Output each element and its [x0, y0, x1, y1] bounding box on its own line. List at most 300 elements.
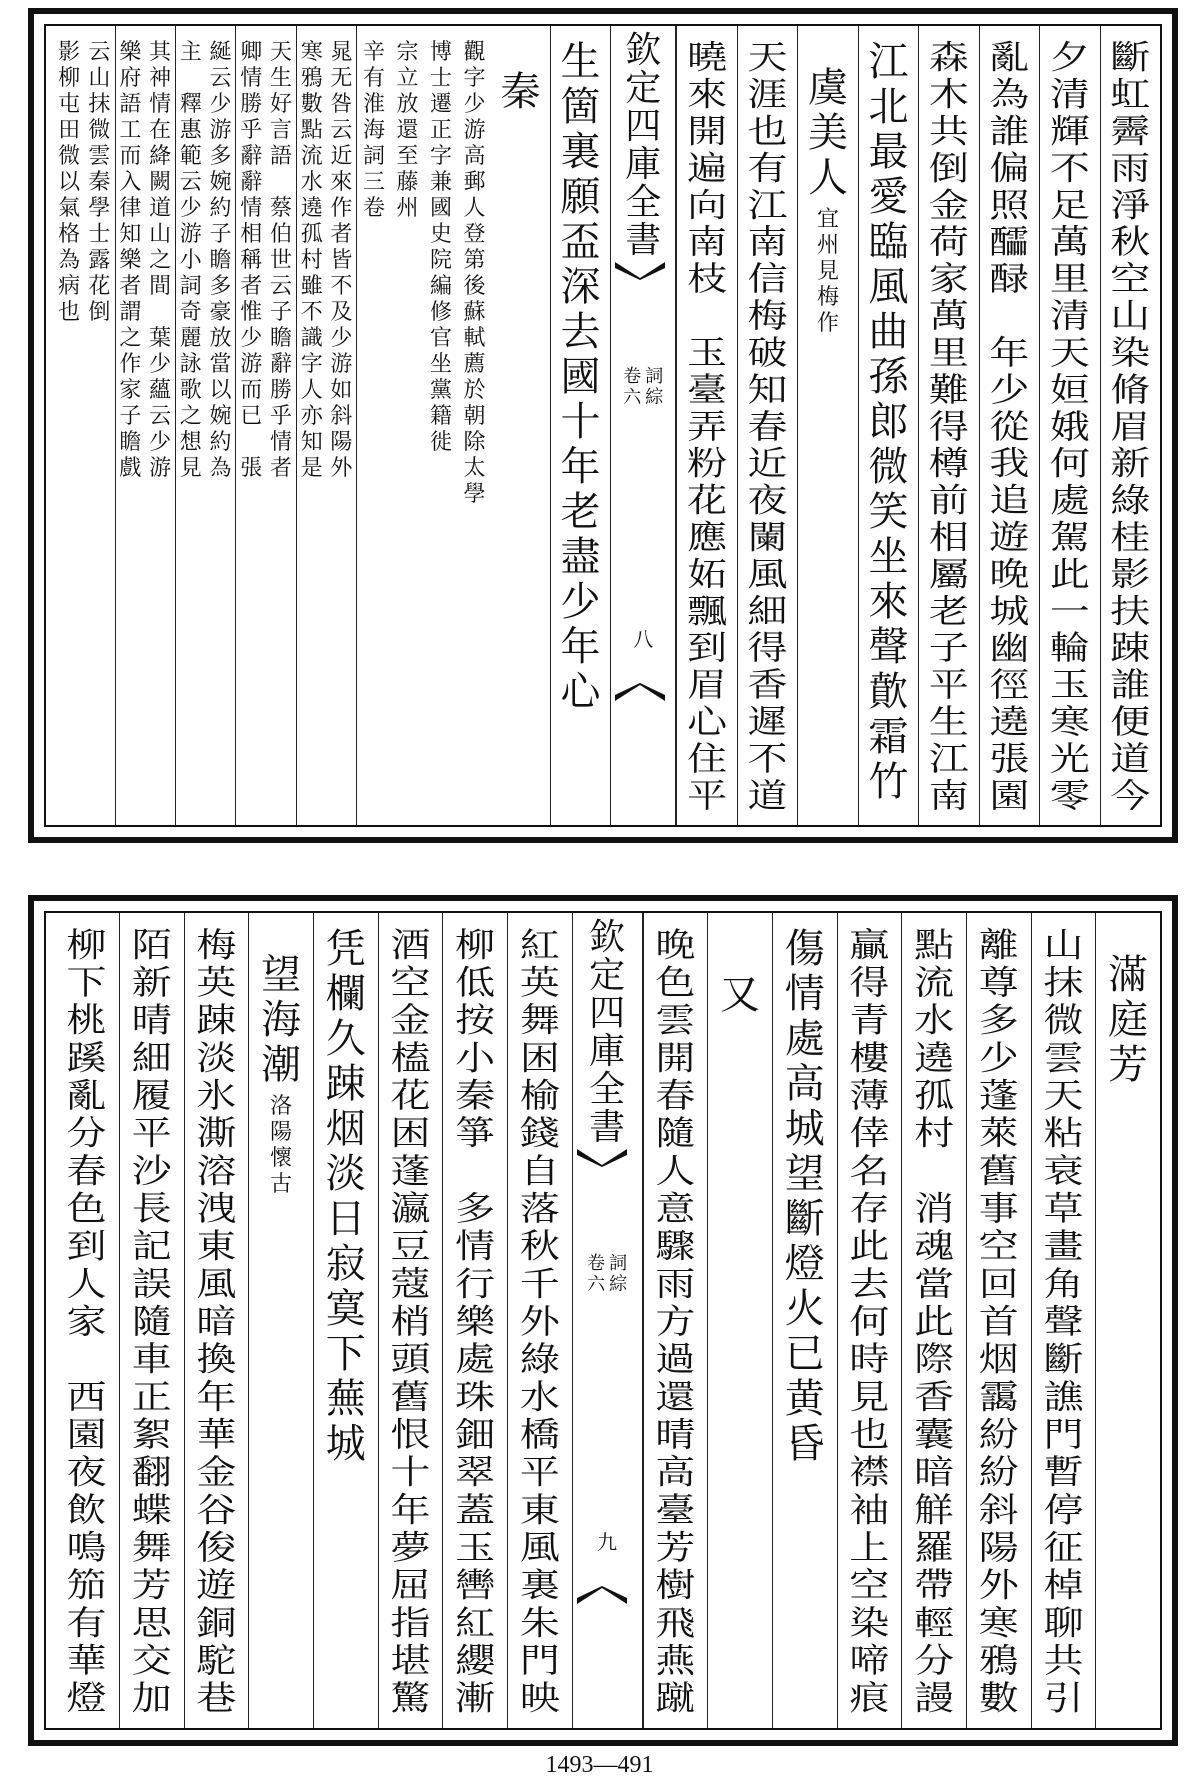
char: 數 — [978, 1679, 1019, 1718]
note-char: 鴉 — [300, 66, 323, 91]
note-char: 為 — [209, 456, 232, 481]
title-char: 潮 — [261, 1042, 302, 1088]
char: 聲 — [1043, 1302, 1084, 1342]
char: 扶 — [1110, 592, 1151, 631]
char: 駝 — [196, 1641, 237, 1681]
note-char: 而 — [240, 378, 263, 403]
char: 醽 — [989, 223, 1030, 262]
note-char: 如 — [330, 378, 353, 403]
note-char: 語 — [269, 144, 292, 169]
note-char: 流 — [300, 144, 323, 169]
char: 破 — [747, 334, 788, 373]
note-char: 朝 — [463, 404, 486, 429]
column-line — [236, 40, 295, 482]
char: 年 — [989, 334, 1030, 373]
char: 曲 — [868, 309, 909, 355]
note-char: 村 — [300, 248, 323, 273]
note-char: 遶 — [300, 196, 323, 221]
char: 年 — [390, 1491, 431, 1530]
char: 東 — [519, 1491, 560, 1530]
char: 來 — [868, 579, 909, 625]
note-char: 律 — [119, 196, 142, 221]
note-char: 淮 — [363, 92, 386, 117]
char: 染 — [849, 1604, 890, 1643]
note-char: 歌 — [179, 378, 202, 403]
char: 也 — [849, 1415, 890, 1455]
note-char: 屯 — [58, 92, 81, 117]
volume-info — [611, 366, 675, 408]
fish-tail-mark — [615, 262, 665, 280]
char: 外 — [519, 1302, 560, 1342]
char: 金 — [928, 186, 969, 225]
char: 臺 — [687, 371, 728, 410]
char: 沙 — [131, 1152, 172, 1191]
note-line — [176, 40, 206, 482]
char: 城 — [989, 592, 1030, 631]
char: 飲 — [66, 1491, 107, 1530]
char: 森 — [928, 39, 969, 77]
title-note — [817, 207, 839, 337]
char: 夕 — [1049, 39, 1090, 77]
char: 得 — [747, 629, 788, 668]
char: 臨 — [868, 219, 909, 265]
note-char: 子 — [209, 222, 232, 247]
char: 溶 — [196, 1152, 237, 1191]
char: 蓬 — [978, 1076, 1019, 1116]
char: 正 — [131, 1378, 172, 1417]
char: 箇 — [560, 84, 601, 130]
char: 雲 — [655, 1001, 696, 1040]
char: 最 — [868, 129, 909, 175]
char: 觧 — [914, 1491, 955, 1530]
char: 換 — [196, 1340, 237, 1379]
note-char: 者 — [119, 274, 142, 299]
char: 魂 — [914, 1227, 955, 1266]
text-column — [550, 26, 610, 825]
char: 妬 — [687, 555, 728, 594]
char: 鳴 — [66, 1528, 107, 1568]
note-char: 少 — [240, 326, 263, 351]
char: 柳 — [66, 926, 107, 965]
note-char: 高 — [463, 144, 486, 169]
char: 秦 — [455, 1076, 496, 1116]
note-char: 云 — [88, 40, 111, 65]
note-char: 游 — [240, 352, 263, 377]
note-char: 洛 — [270, 1094, 293, 1119]
char: 平 — [928, 666, 969, 705]
char: 南 — [928, 777, 969, 815]
char: 得 — [849, 963, 890, 1003]
text-column — [184, 913, 249, 1728]
char: 新 — [1110, 445, 1151, 483]
title-char: 滿 — [1108, 952, 1149, 998]
note-char: 數 — [300, 92, 323, 117]
char: 分 — [914, 1641, 955, 1681]
text-column — [235, 26, 295, 825]
char: 遲 — [747, 703, 788, 742]
note-char: 黨 — [430, 378, 453, 403]
char: 上 — [849, 1528, 890, 1568]
char: 寞 — [325, 1286, 366, 1332]
char: 蕪 — [325, 1376, 366, 1422]
char: 裏 — [519, 1566, 560, 1605]
note-char: 至 — [396, 144, 419, 169]
char: 過 — [655, 1340, 696, 1379]
note-char: 登 — [463, 222, 486, 247]
char: 蹴 — [655, 1679, 696, 1718]
meta-char: 卷 — [623, 366, 642, 387]
note-char: 為 — [58, 248, 81, 273]
char: 名 — [849, 1152, 890, 1191]
char: 來 — [687, 76, 728, 114]
note-char: 勝 — [269, 378, 292, 403]
note-char: 子 — [269, 300, 292, 325]
char: 少 — [560, 579, 601, 625]
title-char: 芳 — [1108, 1042, 1149, 1088]
title-char: 虞 — [808, 65, 848, 111]
bottom-page-columns — [46, 913, 1160, 1728]
note-char: 後 — [463, 274, 486, 299]
char: 子 — [928, 629, 969, 668]
char: 錢 — [519, 1114, 560, 1153]
column-line — [551, 40, 610, 715]
char: 醁 — [989, 260, 1030, 299]
note-char: 者 — [240, 274, 263, 299]
note-char: 徙 — [430, 430, 453, 455]
volume-number — [587, 1253, 605, 1295]
note-char: 勝 — [240, 92, 263, 117]
top-page-frame — [44, 24, 1162, 827]
char: 荷 — [928, 223, 969, 262]
note-char: 樂 — [119, 248, 142, 273]
column-line — [708, 973, 772, 1018]
note-line — [297, 40, 327, 482]
char: 誰 — [989, 112, 1030, 151]
note-line — [458, 40, 491, 508]
note-char: 張 — [240, 456, 263, 481]
char: 紛 — [978, 1415, 1019, 1455]
char: 裏 — [560, 129, 601, 175]
text-column — [442, 913, 507, 1728]
char: 高 — [655, 1453, 696, 1492]
char: 寒 — [1049, 703, 1090, 742]
char: 風 — [868, 264, 909, 310]
char: 紅 — [519, 926, 560, 965]
char: 難 — [928, 371, 969, 410]
char: 淨 — [1110, 186, 1151, 225]
note-char: 秦 — [88, 170, 111, 195]
note-char: 氣 — [58, 196, 81, 221]
note-char: 陽 — [330, 430, 353, 455]
note-char: 之 — [179, 404, 202, 429]
char: 還 — [655, 1378, 696, 1417]
char — [677, 298, 736, 335]
char: 燈 — [784, 1241, 825, 1287]
note-char: 之 — [119, 326, 142, 351]
char: 引 — [1043, 1679, 1084, 1718]
char: 贏 — [849, 926, 890, 965]
char: 夢 — [390, 1528, 431, 1568]
char: 處 — [455, 1340, 496, 1379]
char: 已 — [784, 1331, 825, 1377]
column-line — [798, 66, 857, 337]
column-line — [508, 927, 572, 1718]
char: 十 — [560, 399, 601, 445]
char: 城 — [325, 1421, 366, 1467]
note-char: 微 — [58, 144, 81, 169]
note-char — [180, 66, 202, 92]
char: 亂 — [989, 39, 1030, 77]
column-line — [919, 40, 978, 815]
note-char: 其 — [149, 40, 172, 65]
char: 生 — [928, 703, 969, 742]
char: 城 — [784, 1106, 825, 1152]
char: 到 — [687, 629, 728, 668]
note-char: 游 — [179, 222, 202, 247]
char: 照 — [989, 186, 1030, 225]
char: 金 — [196, 1453, 237, 1492]
text-column — [248, 913, 313, 1728]
text-column — [175, 26, 235, 825]
char: 色 — [655, 963, 696, 1003]
note-char: 點 — [300, 118, 323, 143]
char: 園 — [66, 1415, 107, 1455]
note-char: 海 — [363, 118, 386, 143]
char: 亂 — [66, 1076, 107, 1116]
char: 處 — [784, 1016, 825, 1062]
top-page-columns — [46, 26, 1160, 825]
char: 年 — [560, 624, 601, 670]
char: 梅 — [747, 297, 788, 336]
note-char: 子 — [119, 404, 142, 429]
note-char: 懷 — [270, 1146, 293, 1171]
title-char: 書 — [625, 220, 662, 261]
note-char: 云 — [149, 404, 172, 429]
char: 心 — [560, 669, 601, 715]
char: 徑 — [989, 666, 1030, 705]
note-char: 坐 — [430, 352, 453, 377]
char: 知 — [747, 371, 788, 410]
char: 遶 — [914, 1039, 955, 1078]
char: 踈 — [196, 1001, 237, 1040]
char: 秋 — [519, 1227, 560, 1266]
note-char: 云 — [330, 118, 353, 143]
char: 回 — [978, 1265, 1019, 1304]
char: 傷 — [784, 926, 825, 972]
char: 斷 — [1043, 1340, 1084, 1379]
char: 遊 — [989, 518, 1030, 557]
char: 香 — [914, 1378, 955, 1417]
char: 遍 — [687, 149, 728, 188]
note-char: 少 — [463, 92, 486, 117]
char: 老 — [928, 592, 969, 631]
char: 際 — [914, 1340, 955, 1379]
note-char: 想 — [179, 430, 202, 455]
text-column — [643, 913, 708, 1728]
char: 風 — [196, 1265, 237, 1304]
char: 願 — [560, 174, 601, 220]
note-char: 詞 — [179, 274, 202, 299]
char: 飛 — [655, 1604, 696, 1643]
char: 蓬 — [390, 1152, 431, 1191]
char: 向 — [687, 186, 728, 225]
char: 園 — [989, 777, 1030, 815]
char: 春 — [66, 1152, 107, 1191]
text-column — [54, 913, 119, 1728]
note-char: 院 — [430, 248, 453, 273]
note-line — [54, 40, 84, 326]
char: 瀛 — [390, 1189, 431, 1229]
char: 紛 — [978, 1453, 1019, 1492]
char: 斜 — [978, 1491, 1019, 1530]
note-char: 綖 — [209, 40, 232, 65]
char: 誰 — [1110, 666, 1151, 705]
note-char: 及 — [330, 300, 353, 325]
char: 幽 — [989, 629, 1030, 668]
text-column — [1095, 913, 1160, 1728]
fish-tail-mark — [577, 1149, 627, 1167]
note-char: 少 — [209, 92, 232, 117]
note-char: 瞻 — [209, 248, 232, 273]
note-char: 游 — [209, 118, 232, 143]
page-footer-number: 1493—491 — [545, 1752, 654, 1778]
note-char: 工 — [119, 118, 142, 143]
title-char: 庫 — [625, 144, 662, 185]
char: 抹 — [1043, 963, 1084, 1003]
note-char: 近 — [330, 144, 353, 169]
char: 舞 — [131, 1528, 172, 1568]
char: 下 — [66, 963, 107, 1003]
note-char: 字 — [430, 144, 453, 169]
fish-tail-mark — [615, 683, 665, 701]
char: 驟 — [655, 1227, 696, 1266]
center-column — [610, 26, 676, 825]
note-char: 神 — [149, 66, 172, 91]
char: 共 — [928, 112, 969, 151]
char: 夜 — [66, 1453, 107, 1492]
char: 天 — [1043, 1076, 1084, 1116]
note-char: 蘇 — [463, 300, 486, 325]
char: 衰 — [1043, 1152, 1084, 1191]
title-char: 欽 — [625, 30, 662, 71]
char: 袖 — [849, 1491, 890, 1530]
char: 堪 — [390, 1641, 431, 1681]
note-char: 人 — [463, 196, 486, 221]
note-char: 古 — [270, 1172, 293, 1197]
char: 蓋 — [455, 1491, 496, 1530]
column-line — [1040, 40, 1099, 815]
column-line — [773, 927, 837, 1467]
char: 隨 — [131, 1302, 172, 1342]
note-char: 之 — [149, 248, 172, 273]
title-char: 定 — [589, 955, 626, 996]
title-char: 又 — [720, 972, 761, 1018]
char: 屬 — [928, 555, 969, 594]
char: 空 — [390, 963, 431, 1003]
text-column — [979, 26, 1039, 825]
note-char: 州 — [817, 233, 840, 258]
note-pair — [236, 40, 295, 482]
char: 何 — [849, 1302, 890, 1342]
char: 門 — [519, 1641, 560, 1681]
char: 信 — [747, 260, 788, 299]
char: 箏 — [455, 1114, 496, 1153]
column-line — [1101, 40, 1160, 815]
char: 粉 — [687, 445, 728, 483]
text-column — [966, 913, 1031, 1728]
char: 樂 — [455, 1302, 496, 1342]
note-char: 乎 — [269, 404, 292, 429]
note-char: 放 — [396, 92, 419, 117]
note-char: 立 — [396, 66, 419, 91]
note-char: 婉 — [209, 404, 232, 429]
char: 淡 — [196, 1039, 237, 1078]
char: 萊 — [978, 1114, 1019, 1153]
note-char: 寒 — [300, 40, 323, 65]
char: 山 — [1043, 926, 1084, 965]
note-char: 主 — [179, 40, 202, 65]
char: 銅 — [196, 1604, 237, 1643]
char: 落 — [519, 1189, 560, 1229]
note-char: 卷 — [363, 196, 386, 221]
char: 家 — [66, 1302, 107, 1342]
note-char: 編 — [430, 274, 453, 299]
note-line — [236, 40, 266, 482]
title-char: 庫 — [589, 1031, 626, 1072]
note-char: 士 — [88, 222, 111, 247]
column-line — [838, 927, 902, 1718]
note-char: 薦 — [463, 352, 486, 377]
char: 畫 — [1043, 1227, 1084, 1266]
note-char: 作 — [330, 196, 353, 221]
note-char: 語 — [119, 92, 142, 117]
char: 夜 — [747, 482, 788, 520]
note-char: 田 — [58, 118, 81, 143]
note-char: 柳 — [58, 66, 81, 91]
char: 俊 — [196, 1528, 237, 1568]
note-char: 乎 — [240, 118, 263, 143]
char: 盡 — [560, 534, 601, 580]
note-char: 作 — [817, 311, 840, 336]
char: 娥 — [1049, 408, 1090, 446]
note-char: 遷 — [430, 92, 453, 117]
char: 存 — [849, 1189, 890, 1229]
char: 陽 — [978, 1528, 1019, 1568]
char: 絮 — [131, 1415, 172, 1455]
note-char: 外 — [330, 456, 353, 481]
note-char: 見 — [817, 259, 840, 284]
note-char: 詠 — [179, 352, 202, 377]
note-char: 奇 — [179, 300, 202, 325]
char: 酒 — [390, 926, 431, 965]
char: 也 — [747, 112, 788, 151]
char: 共 — [1043, 1641, 1084, 1681]
text-column — [837, 913, 902, 1728]
char: 踈 — [1110, 629, 1151, 668]
meta-char: 詞 — [609, 1253, 628, 1274]
note-char: 識 — [300, 326, 323, 351]
title-char: 四 — [589, 993, 626, 1034]
note-char: 當 — [209, 352, 232, 377]
note-char — [240, 430, 262, 456]
char: 頭 — [390, 1340, 431, 1379]
char: 風 — [519, 1528, 560, 1568]
note-char: 斜 — [330, 404, 353, 429]
char: 樽 — [928, 445, 969, 483]
column-line — [314, 927, 378, 1467]
collection-name — [645, 366, 663, 408]
note-char: 府 — [119, 66, 142, 91]
